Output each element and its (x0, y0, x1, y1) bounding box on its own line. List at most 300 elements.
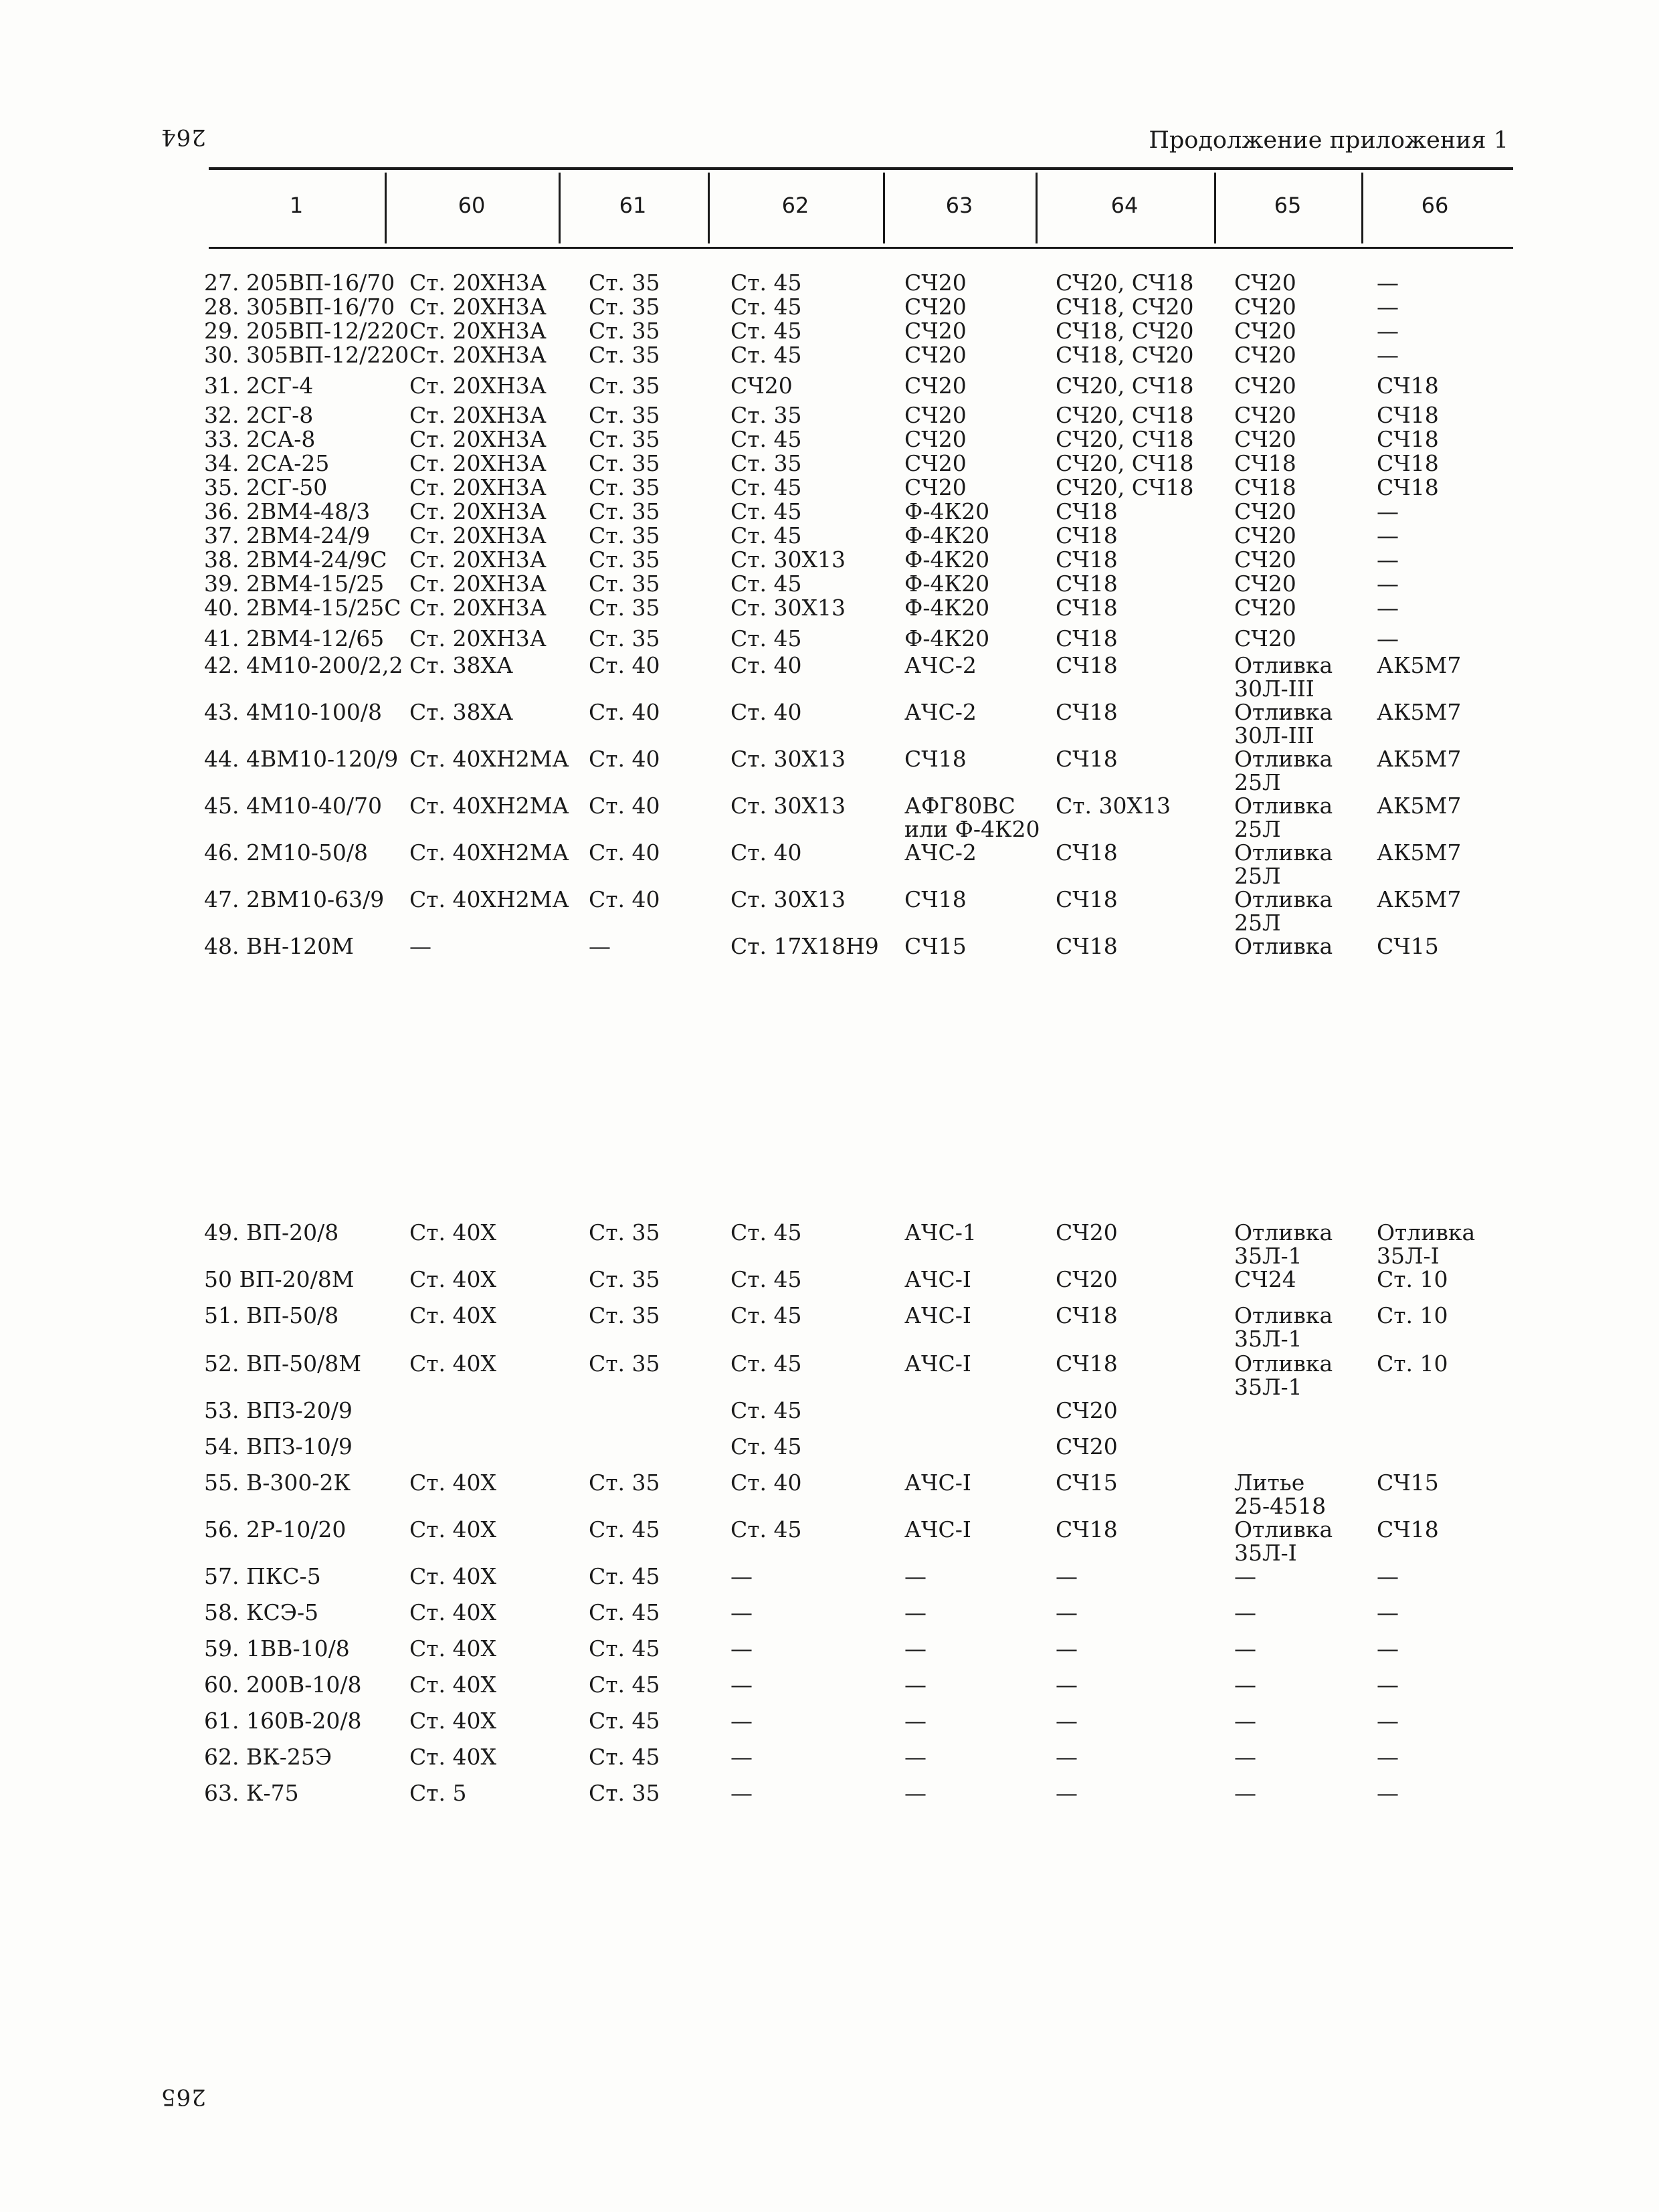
cell-model: 39. 2ВМ4-15/25 (204, 571, 385, 597)
cell-col63: СЧ20 (904, 373, 967, 399)
cell-model: 52. ВП-50/8М (204, 1350, 362, 1377)
cell-col64: СЧ20, СЧ18 (1056, 402, 1194, 428)
cell-col65: СЧ24 (1234, 1266, 1296, 1292)
cell-col62: Ст. 45 (730, 294, 802, 320)
cell-col62: Ст. 17Х18Н9 (730, 933, 879, 959)
cell-col61: Ст. 35 (589, 1470, 660, 1496)
cell-model: 28. 305ВП-16/70 (204, 294, 395, 320)
cell-col65: СЧ20 (1234, 373, 1296, 399)
cell-col60: Ст. 40Х (409, 1744, 496, 1770)
cell-col63: СЧ20 (904, 474, 967, 500)
cell-col63: АЧС-I (904, 1302, 971, 1328)
cell-col63: Ф-4К20 (904, 522, 990, 548)
cell-col62: Ст. 40 (730, 652, 802, 678)
header-divider (1361, 173, 1363, 243)
cell-col63: АЧС-I (904, 1516, 971, 1542)
cell-col64: СЧ18 (1056, 546, 1118, 573)
cell-col64: СЧ18 (1056, 498, 1118, 524)
cell-col61: Ст. 45 (589, 1599, 660, 1625)
cell-col61: Ст. 35 (589, 426, 660, 452)
cell-col65: Отливка (1234, 933, 1333, 959)
cell-col64: СЧ18 (1056, 933, 1118, 959)
cell-col61: — (589, 933, 611, 959)
table-row (0, 572, 1659, 596)
table-body-upper (0, 271, 1659, 981)
cell-col65: Отливка 35Л-I (1234, 1516, 1333, 1566)
cell-model: 60. 200В-10/8 (204, 1672, 362, 1698)
cell-col62: Ст. 45 (730, 1302, 802, 1328)
cell-col66: — (1377, 498, 1399, 524)
cell-col64: СЧ18 (1056, 595, 1118, 621)
cell-col65: СЧ20 (1234, 342, 1296, 368)
cell-col62: Ст. 45 (730, 522, 802, 548)
table-row (0, 1745, 1659, 1781)
cell-col62: — (730, 1635, 753, 1662)
cell-model: 46. 2М10-50/8 (204, 839, 369, 866)
cell-model: 45. 4М10-40/70 (204, 793, 382, 819)
cell-col64: — (1056, 1744, 1078, 1770)
table-row (0, 319, 1659, 343)
cell-col60: Ст. 20ХН3А (409, 450, 547, 476)
cell-col66: СЧ18 (1377, 373, 1439, 399)
continuation-caption: Продолжение приложения 1 (1149, 127, 1508, 154)
cell-col66: — (1377, 342, 1399, 368)
table-row (0, 1471, 1659, 1518)
cell-col65: Отливка 25Л (1234, 793, 1333, 842)
cell-col64: Ст. 30Х13 (1056, 793, 1171, 819)
table-row (0, 1435, 1659, 1471)
cell-col65: СЧ20 (1234, 318, 1296, 344)
table-row (0, 1304, 1659, 1352)
cell-col61: Ст. 35 (589, 342, 660, 368)
cell-col65: СЧ20 (1234, 595, 1296, 621)
cell-col65: Отливка 35Л-1 (1234, 1302, 1333, 1352)
cell-col63: АЧС-I (904, 1470, 971, 1496)
cell-col63: АФГ80ВС или Ф-4К20 (904, 793, 1040, 842)
cell-col61: Ст. 40 (589, 886, 660, 912)
cell-col61: Ст. 45 (589, 1563, 660, 1589)
column-header: 61 (619, 193, 647, 218)
cell-model: 57. ПКС-5 (204, 1563, 321, 1589)
cell-col65: СЧ20 (1234, 571, 1296, 597)
cell-col62: Ст. 40 (730, 839, 802, 866)
cell-col61: Ст. 45 (589, 1744, 660, 1770)
cell-col61: Ст. 45 (589, 1708, 660, 1734)
cell-col60: Ст. 40Х (409, 1635, 496, 1662)
cell-col64: СЧ20, СЧ18 (1056, 474, 1194, 500)
cell-col63: АЧС-2 (904, 839, 977, 866)
cell-col64: — (1056, 1563, 1078, 1589)
cell-col63: Ф-4К20 (904, 571, 990, 597)
table-row (0, 1601, 1659, 1637)
cell-col63: — (904, 1563, 926, 1589)
table-row (0, 888, 1659, 934)
column-header: 65 (1274, 193, 1302, 218)
header-divider (708, 173, 710, 243)
page-number-top: 264 (161, 124, 206, 150)
cell-col63: СЧ20 (904, 270, 967, 296)
cell-col66: АК5М7 (1377, 652, 1462, 678)
cell-model: 55. В-300-2К (204, 1470, 351, 1496)
cell-col64: СЧ20, СЧ18 (1056, 270, 1194, 296)
cell-col60: Ст. 40ХН2МА (409, 746, 569, 772)
cell-col66: — (1377, 522, 1399, 548)
cell-col63: — (904, 1635, 926, 1662)
cell-col63: СЧ18 (904, 886, 967, 912)
cell-col63: — (904, 1744, 926, 1770)
cell-col60: Ст. 38ХА (409, 652, 513, 678)
cell-col61: Ст. 35 (589, 474, 660, 500)
cell-model: 51. ВП-50/8 (204, 1302, 339, 1328)
cell-col60: Ст. 20ХН3А (409, 474, 547, 500)
cell-col61: Ст. 35 (589, 595, 660, 621)
table-row (0, 1781, 1659, 1817)
cell-model: 54. ВПЗ-10/9 (204, 1433, 353, 1460)
cell-col60: Ст. 20ХН3А (409, 595, 547, 621)
cell-col62: Ст. 45 (730, 426, 802, 452)
cell-col61: Ст. 35 (589, 625, 660, 651)
cell-model: 63. К-75 (204, 1780, 299, 1806)
table-row (0, 403, 1659, 427)
table-row (0, 427, 1659, 451)
cell-col64: СЧ20, СЧ18 (1056, 373, 1194, 399)
cell-col61: Ст. 40 (589, 652, 660, 678)
cell-col66: СЧ18 (1377, 402, 1439, 428)
page-number-bottom: 265 (161, 2084, 206, 2110)
cell-col61: Ст. 35 (589, 402, 660, 428)
cell-col60: Ст. 5 (409, 1780, 467, 1806)
cell-model: 53. ВПЗ-20/9 (204, 1397, 353, 1423)
cell-col60: Ст. 20ХН3А (409, 426, 547, 452)
cell-col65: СЧ20 (1234, 522, 1296, 548)
header-divider (1214, 173, 1216, 243)
cell-col60: Ст. 20ХН3А (409, 571, 547, 597)
cell-col66: АК5М7 (1377, 839, 1462, 866)
table-row (0, 548, 1659, 572)
cell-col64: СЧ18 (1056, 839, 1118, 866)
cell-col65: Отливка 25Л (1234, 839, 1333, 889)
cell-col64: СЧ18, СЧ20 (1056, 342, 1194, 368)
cell-model: 29. 205ВП-12/220 (204, 318, 409, 344)
cell-col62: — (730, 1672, 753, 1698)
table-row (0, 476, 1659, 500)
table-row (0, 1565, 1659, 1601)
cell-col60: Ст. 38ХА (409, 699, 513, 725)
cell-col65: СЧ20 (1234, 625, 1296, 651)
cell-col64: СЧ20 (1056, 1397, 1118, 1423)
cell-col65: Отливка 25Л (1234, 746, 1333, 795)
cell-col66: СЧ18 (1377, 450, 1439, 476)
cell-col61: Ст. 35 (589, 522, 660, 548)
cell-col63: СЧ20 (904, 402, 967, 428)
cell-col65: — (1234, 1672, 1256, 1698)
cell-col62: Ст. 45 (730, 1350, 802, 1377)
cell-col65: СЧ18 (1234, 450, 1296, 476)
cell-col60: Ст. 40Х (409, 1672, 496, 1698)
cell-col64: СЧ18 (1056, 571, 1118, 597)
cell-col62: Ст. 35 (730, 450, 802, 476)
cell-col65: СЧ20 (1234, 270, 1296, 296)
cell-col64: СЧ18 (1056, 652, 1118, 678)
cell-col66: — (1377, 595, 1399, 621)
header-divider (883, 173, 885, 243)
table-row (0, 934, 1659, 981)
cell-col64: СЧ18 (1056, 886, 1118, 912)
cell-col60: Ст. 20ХН3А (409, 625, 547, 651)
cell-col64: — (1056, 1780, 1078, 1806)
header-bottom-rule (209, 247, 1513, 249)
cell-col60: Ст. 40Х (409, 1266, 496, 1292)
cell-col66: — (1377, 1780, 1399, 1806)
cell-col61: Ст. 35 (589, 498, 660, 524)
cell-col63: СЧ20 (904, 450, 967, 476)
cell-col62: Ст. 40 (730, 1470, 802, 1496)
cell-col64: — (1056, 1599, 1078, 1625)
cell-col64: СЧ20, СЧ18 (1056, 426, 1194, 452)
cell-col60: Ст. 40Х (409, 1350, 496, 1377)
cell-col66: — (1377, 1635, 1399, 1662)
cell-col63: СЧ20 (904, 426, 967, 452)
cell-col66: — (1377, 625, 1399, 651)
cell-col65: Отливка 35Л-1 (1234, 1219, 1333, 1269)
cell-col60: Ст. 40Х (409, 1599, 496, 1625)
cell-col61: Ст. 35 (589, 1780, 660, 1806)
cell-col66: — (1377, 294, 1399, 320)
column-header: 63 (945, 193, 973, 218)
cell-model: 44. 4ВМ10-120/9 (204, 746, 399, 772)
table-row (0, 500, 1659, 524)
cell-col62: Ст. 45 (730, 270, 802, 296)
cell-col66: — (1377, 546, 1399, 573)
cell-col60: Ст. 20ХН3А (409, 402, 547, 428)
cell-col64: СЧ18 (1056, 746, 1118, 772)
cell-col63: Ф-4К20 (904, 546, 990, 573)
cell-col63: — (904, 1780, 926, 1806)
cell-col60: Ст. 40Х (409, 1563, 496, 1589)
cell-model: 31. 2СГ-4 (204, 373, 314, 399)
cell-model: 43. 4М10-100/8 (204, 699, 382, 725)
table-row (0, 747, 1659, 794)
cell-col61: Ст. 45 (589, 1635, 660, 1662)
cell-col64: СЧ18 (1056, 625, 1118, 651)
cell-col65: — (1234, 1780, 1256, 1806)
cell-col64: СЧ15 (1056, 1470, 1118, 1496)
cell-col63: — (904, 1672, 926, 1698)
cell-col65: — (1234, 1708, 1256, 1734)
cell-col65: Литье 25-4518 (1234, 1470, 1327, 1519)
cell-col61: Ст. 35 (589, 1266, 660, 1292)
cell-col63: СЧ18 (904, 746, 967, 772)
cell-model: 41. 2ВМ4-12/65 (204, 625, 385, 651)
cell-col64: СЧ18 (1056, 522, 1118, 548)
cell-col65: — (1234, 1744, 1256, 1770)
cell-col62: Ст. 45 (730, 1219, 802, 1245)
cell-col65: СЧ20 (1234, 402, 1296, 428)
table-row (0, 1268, 1659, 1304)
cell-col64: — (1056, 1708, 1078, 1734)
cell-col60: Ст. 40Х (409, 1219, 496, 1245)
cell-model: 40. 2ВМ4-15/25С (204, 595, 401, 621)
cell-col60: Ст. 40Х (409, 1516, 496, 1542)
cell-col62: Ст. 30Х13 (730, 595, 846, 621)
cell-col65: — (1234, 1563, 1256, 1589)
cell-col63: АЧС-1 (904, 1219, 977, 1245)
cell-col63: АЧС-2 (904, 652, 977, 678)
cell-col66: АК5М7 (1377, 793, 1462, 819)
cell-col61: Ст. 35 (589, 1350, 660, 1377)
table-row (0, 841, 1659, 888)
header-divider (385, 173, 387, 243)
cell-col63: СЧ15 (904, 933, 967, 959)
table-row (0, 374, 1659, 403)
cell-model: 34. 2СА-25 (204, 450, 330, 476)
cell-col62: СЧ20 (730, 373, 793, 399)
cell-col62: — (730, 1563, 753, 1589)
column-header: 64 (1110, 193, 1139, 218)
cell-col65: СЧ20 (1234, 294, 1296, 320)
cell-col61: Ст. 35 (589, 270, 660, 296)
cell-col62: Ст. 45 (730, 1433, 802, 1460)
cell-col66: — (1377, 270, 1399, 296)
cell-col60: Ст. 20ХН3А (409, 546, 547, 573)
table-row (0, 1637, 1659, 1673)
cell-model: 49. ВП-20/8 (204, 1219, 339, 1245)
cell-col64: СЧ18 (1056, 699, 1118, 725)
cell-col61: Ст. 35 (589, 318, 660, 344)
table-row (0, 451, 1659, 476)
cell-model: 30. 305ВП-12/220 (204, 342, 409, 368)
cell-col65: СЧ20 (1234, 546, 1296, 573)
table-row (0, 653, 1659, 700)
cell-col65: Отливка 25Л (1234, 886, 1333, 936)
cell-col66: — (1377, 1672, 1399, 1698)
column-header: 62 (781, 193, 809, 218)
cell-col63: АЧС-2 (904, 699, 977, 725)
cell-col61: Ст. 40 (589, 839, 660, 866)
cell-col62: Ст. 45 (730, 625, 802, 651)
cell-col62: Ст. 30Х13 (730, 546, 846, 573)
cell-col62: — (730, 1599, 753, 1625)
cell-col62: Ст. 45 (730, 474, 802, 500)
cell-col63: АЧС-I (904, 1266, 971, 1292)
cell-col66: СЧ18 (1377, 474, 1439, 500)
cell-col62: Ст. 45 (730, 571, 802, 597)
cell-col61: Ст. 35 (589, 546, 660, 573)
cell-col66: — (1377, 318, 1399, 344)
cell-col61: Ст. 35 (589, 373, 660, 399)
cell-col62: Ст. 45 (730, 1397, 802, 1423)
cell-model: 37. 2ВМ4-24/9 (204, 522, 371, 548)
cell-col64: СЧ18 (1056, 1516, 1118, 1542)
cell-col64: — (1056, 1672, 1078, 1698)
cell-col66: Ст. 10 (1377, 1302, 1448, 1328)
cell-model: 62. ВК-25Э (204, 1744, 332, 1770)
cell-col64: СЧ18 (1056, 1302, 1118, 1328)
cell-col64: СЧ20 (1056, 1266, 1118, 1292)
cell-col61: Ст. 35 (589, 1302, 660, 1328)
cell-col63: СЧ20 (904, 318, 967, 344)
cell-col63: АЧС-I (904, 1350, 971, 1377)
cell-col63: — (904, 1599, 926, 1625)
table-row (0, 627, 1659, 653)
cell-col65: Отливка 30Л-III (1234, 652, 1333, 702)
cell-col65: — (1234, 1599, 1256, 1625)
cell-model: 50 ВП-20/8М (204, 1266, 355, 1292)
header-top-rule (209, 167, 1513, 170)
cell-col61: Ст. 35 (589, 450, 660, 476)
cell-col62: Ст. 45 (730, 1266, 802, 1292)
cell-col60: Ст. 40ХН2МА (409, 886, 569, 912)
header-divider (1036, 173, 1038, 243)
cell-model: 33. 2СА-8 (204, 426, 316, 452)
cell-model: 59. 1ВВ-10/8 (204, 1635, 350, 1662)
cell-col63: Ф-4К20 (904, 625, 990, 651)
cell-col66: Ст. 10 (1377, 1266, 1448, 1292)
cell-col65: Отливка 30Л-III (1234, 699, 1333, 748)
table-row (0, 1399, 1659, 1435)
table-row (0, 343, 1659, 374)
cell-col66: Ст. 10 (1377, 1350, 1448, 1377)
cell-col60: Ст. 20ХН3А (409, 318, 547, 344)
cell-col65: Отливка 35Л-1 (1234, 1350, 1333, 1400)
cell-model: 58. КСЭ-5 (204, 1599, 319, 1625)
table-row (0, 1518, 1659, 1565)
cell-col61: Ст. 35 (589, 1219, 660, 1245)
table-row (0, 700, 1659, 747)
cell-col64: СЧ18 (1056, 1350, 1118, 1377)
cell-col63: Ф-4К20 (904, 595, 990, 621)
table-row (0, 524, 1659, 548)
cell-col60: Ст. 20ХН3А (409, 270, 547, 296)
cell-col66: — (1377, 1744, 1399, 1770)
cell-col63: СЧ20 (904, 294, 967, 320)
column-header: 60 (458, 193, 486, 218)
cell-col60: Ст. 20ХН3А (409, 522, 547, 548)
cell-col66: — (1377, 1599, 1399, 1625)
cell-col60: Ст. 20ХН3А (409, 498, 547, 524)
cell-model: 42. 4М10-200/2,2 (204, 652, 403, 678)
cell-col65: СЧ18 (1234, 474, 1296, 500)
table-row (0, 271, 1659, 295)
cell-col60: Ст. 40Х (409, 1470, 496, 1496)
cell-col60: Ст. 40ХН2МА (409, 793, 569, 819)
cell-col64: СЧ20 (1056, 1219, 1118, 1245)
cell-col62: — (730, 1744, 753, 1770)
cell-col66: — (1377, 571, 1399, 597)
table-row (0, 1673, 1659, 1709)
table-row (0, 295, 1659, 319)
cell-model: 56. 2Р-10/20 (204, 1516, 347, 1542)
cell-col65: — (1234, 1635, 1256, 1662)
table-row (0, 596, 1659, 627)
cell-col66: СЧ15 (1377, 1470, 1439, 1496)
cell-col64: СЧ18, СЧ20 (1056, 294, 1194, 320)
cell-col61: Ст. 40 (589, 699, 660, 725)
table-row (0, 1709, 1659, 1745)
column-header: 66 (1421, 193, 1449, 218)
cell-col63: — (904, 1708, 926, 1734)
cell-model: 61. 160В-20/8 (204, 1708, 362, 1734)
cell-col62: Ст. 45 (730, 498, 802, 524)
cell-col62: Ст. 30Х13 (730, 793, 846, 819)
cell-col64: — (1056, 1635, 1078, 1662)
cell-model: 38. 2ВМ4-24/9С (204, 546, 387, 573)
cell-model: 32. 2СГ-8 (204, 402, 314, 428)
cell-col66: — (1377, 1708, 1399, 1734)
cell-col66: АК5М7 (1377, 699, 1462, 725)
cell-model: 27. 205ВП-16/70 (204, 270, 395, 296)
cell-model: 35. 2СГ-50 (204, 474, 328, 500)
